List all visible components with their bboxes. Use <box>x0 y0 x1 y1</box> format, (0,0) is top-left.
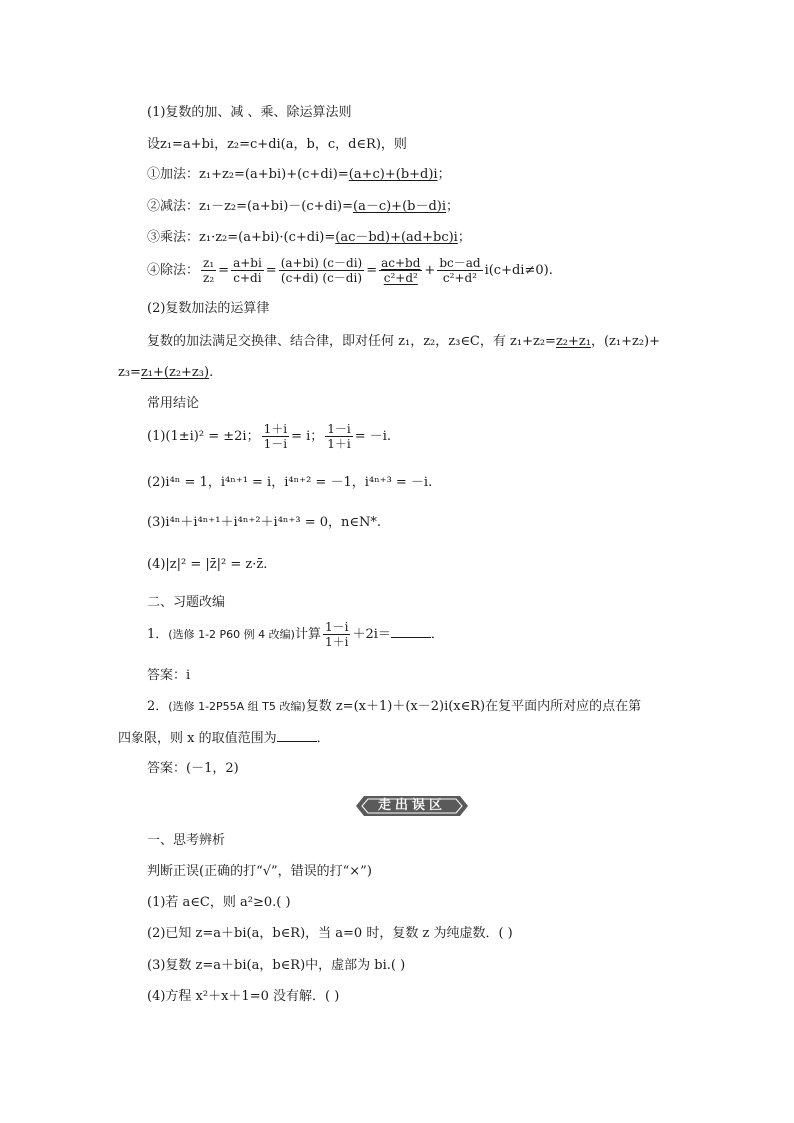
fraction: $\frac{1-i}{1+i}$ <box>327 422 351 451</box>
addition-laws-line2: z₃=z₁+(z₂+z₃). <box>118 365 214 380</box>
rule-expr: z₁+z₂=(a+bi)+(c+di)= <box>199 167 349 182</box>
rule-label: ④除法： <box>147 263 200 278</box>
subtraction-rule <box>147 198 459 216</box>
fraction: $\frac{\text{z₁}}{\text{z₂}}$ <box>203 256 215 285</box>
rule-expr: z₁－z₂=(a+bi)－(c+di)= <box>199 199 353 214</box>
question-2-line2: 四象限，则 x 的取值范围为 ． <box>118 731 330 746</box>
fraction-answer: $\frac{bc-ad}{\text{c²+d²}}$ <box>439 256 481 285</box>
banner-label: 走出误区 <box>377 798 446 813</box>
judge-item-2: (2)已知 z=a＋bi(a，b∈R)，当 a=0 时，复数 z 为纯虚数．( ) <box>147 926 513 941</box>
rule-answer: (a－c)+(b－d)i <box>353 199 447 214</box>
addition-rule <box>147 166 451 184</box>
common-conclusions-title: 常用结论 <box>147 396 200 411</box>
division-rule: ④除法： $\frac{\text{z₁}}{\text{z₂}}$ = $\frac{a+bi}{c+di}$ = $\frac{(a+bi) (c-di)}{(c+di) (c-di)}$ = $\frac{ac+bd}{\text{c²+d²}}$ + $\frac{bc-ad}{\text{c²+d²}}$ i(c+di≠0). <box>147 256 553 285</box>
answer-blank <box>277 729 317 742</box>
rule-label: ①加法： <box>147 167 200 182</box>
rule-end: ； <box>446 199 460 214</box>
section-title-operations: (1)复数的加、减 、乘、除运算法则 <box>147 105 352 120</box>
fraction-answer: $\frac{ac+bd}{\text{c²+d²}}$ <box>381 256 421 285</box>
question-1-answer: 答案：i <box>147 668 191 683</box>
rule-expr: z₁·z₂=(a+bi)·(c+di)= <box>199 230 336 245</box>
question-source: (选修 1-2 P60 例 4 改编) <box>168 628 295 641</box>
section-title-addition-laws: (2)复数加法的运算律 <box>147 301 270 316</box>
conclusion-1: (1)(1±i)² = ±2i； $\frac{1+i}{1-i}$ = i； $\frac{1-i}{1+i}$ = －i. <box>147 422 392 451</box>
judge-item-1: (1)若 a∈C，则 a²≥0.( ) <box>147 895 291 910</box>
answer-commutative: z₂+z₁ <box>555 334 591 349</box>
answer-associative: z₁+(z₂+z₃) <box>140 365 210 380</box>
rule-label: ②减法： <box>147 199 200 214</box>
conclusion-3: (3)i⁴ⁿ＋i⁴ⁿ⁺¹＋i⁴ⁿ⁺²＋i⁴ⁿ⁺³ = 0，n∈N*. <box>147 515 382 530</box>
question-2-line1: 2．(选修 1-2P55A 组 T5 改编)复数 z=(x＋1)＋(x－2)i(x∈R)在复平面内所对应的点在第 <box>147 699 642 714</box>
question-source: (选修 1-2P55A 组 T5 改编) <box>168 700 306 713</box>
question-1: 1．(选修 1-2 P60 例 4 改编)计算 $\frac{1-i}{1+i}$ ＋2i＝ ． <box>147 620 444 649</box>
multiplication-rule <box>147 229 471 247</box>
conclusion-2: (2)i⁴ⁿ = 1，i⁴ⁿ⁺¹ = i，i⁴ⁿ⁺² = －1，i⁴ⁿ⁺³ = －i. <box>147 475 433 490</box>
fraction: $\frac{(a+bi) (c-di)}{(c+di) (c-di)}$ <box>280 256 363 285</box>
addition-laws-line1: 复数的加法满足交换律、结合律，即对任何 z₁，z₂，z₃∈C，有 z₁+z₂=z₂+z₁，(z₁+z₂)+ <box>147 334 661 349</box>
judge-intro: 判断正误(正确的打“√”，错误的打“×”) <box>147 864 372 879</box>
rule-answer: (ac－bd)+(ad+bc)i <box>335 230 458 245</box>
fraction: $\frac{1+i}{1-i}$ <box>263 422 288 451</box>
judge-item-4: (4)方程 x²＋x＋1=0 没有解．( ) <box>147 989 340 1004</box>
conclusion-4: (4)|z|² = |z̄|² = z·z̄. <box>147 557 268 572</box>
part-title-thinking: 一、思考辨析 <box>147 833 226 848</box>
judge-item-3: (3)复数 z=a＋bi(a，b∈R)中，虚部为 bi.( ) <box>147 958 406 973</box>
fraction: $\frac{a+bi}{c+di}$ <box>233 256 262 285</box>
part-title-exercises: 二、习题改编 <box>147 595 226 610</box>
section-banner <box>354 794 470 818</box>
fraction: $\frac{1-i}{1+i}$ <box>324 620 349 649</box>
rule-answer: (a+c)+(b+d)i <box>348 167 438 182</box>
rule-label: ③乘法： <box>147 230 200 245</box>
rule-end: ； <box>457 230 471 245</box>
question-2-answer: 答案：(－1，2) <box>147 761 239 776</box>
answer-blank <box>391 625 431 638</box>
rule-end: ； <box>437 167 451 182</box>
setup-line: 设z₁=a+bi，z₂=c+di(a，b，c，d∈R)，则 <box>147 137 407 152</box>
